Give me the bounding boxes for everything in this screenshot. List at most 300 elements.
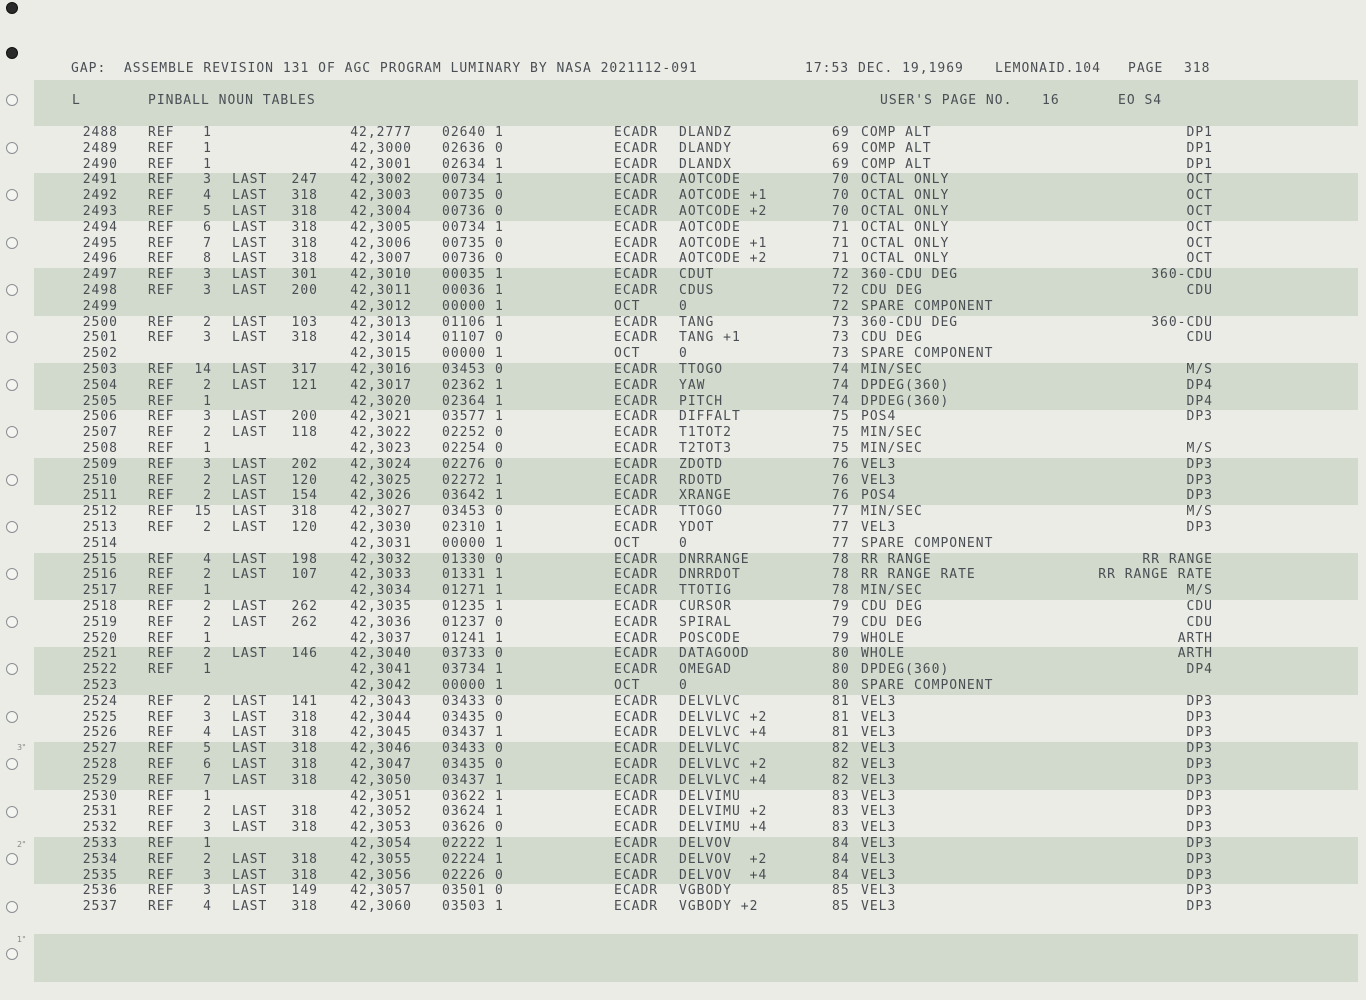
ref-label: REF [148,851,175,867]
address: 42,3016 [350,362,412,377]
noun-number: 79 [832,630,850,646]
address: 42,3055 [350,851,412,867]
noun-comment: SPARE COMPONENT [861,346,994,362]
format-code: DP3 [1186,693,1213,709]
line-number: 2521 [82,646,118,662]
table-row [0,330,1366,346]
address: 42,3047 [350,757,412,772]
last-page: 247 [291,172,318,188]
table-row [0,188,1366,204]
octal-word: 03501 0 [442,883,504,899]
ref-label: REF [148,267,175,283]
opcode: ECADR [614,725,659,741]
format-code: OCT [1186,219,1213,235]
noun-number: 84 [832,836,850,851]
last-page: 318 [291,188,318,204]
noun-number: 70 [832,188,850,204]
ref-label: REF [148,662,175,678]
table-row [0,536,1366,552]
noun-number: 74 [832,393,850,409]
noun-number: 79 [832,599,850,614]
octal-word: 00036 1 [442,283,504,298]
noun-comment: RR RANGE RATE [861,567,976,583]
noun-comment: COMP ALT [861,125,932,140]
line-number: 2532 [82,820,118,836]
last-label: LAST [232,883,268,899]
last-label: LAST [232,551,268,567]
operand: AOTCODE [679,219,741,235]
last-page: 301 [291,267,318,283]
opcode: ECADR [614,219,659,235]
last-label: LAST [232,820,268,836]
last-label: LAST [232,283,268,298]
opcode: ECADR [614,188,659,204]
ref-label: REF [148,883,175,899]
ref-count: 15 [194,504,212,520]
last-label: LAST [232,314,268,330]
table-row [0,236,1366,252]
last-page: 121 [291,377,318,393]
last-label: LAST [232,899,268,915]
noun-comment: MIN/SEC [861,425,923,441]
octal-word: 02224 1 [442,851,504,867]
line-number: 2515 [82,551,118,567]
noun-number: 77 [832,504,850,520]
opcode: ECADR [614,267,659,283]
noun-comment: VEL3 [861,851,897,867]
opcode: ECADR [614,899,659,915]
last-label: LAST [232,599,268,614]
table-row [0,362,1366,378]
noun-comment: COMP ALT [861,140,932,156]
octal-word: 02640 1 [442,125,504,140]
ref-label: REF [148,251,175,267]
noun-comment: DPDEG(360) [861,377,950,393]
noun-number: 75 [832,441,850,456]
table-row [0,615,1366,631]
address: 42,3014 [350,330,412,346]
ref-count: 3 [203,267,212,283]
format-code: M/S [1186,504,1213,520]
line-number: 2494 [82,219,118,235]
last-page: 318 [291,219,318,235]
operand: RDOTD [679,472,724,488]
operand: T2TOT3 [679,441,732,456]
octal-word: 03734 1 [442,662,504,678]
opcode: ECADR [614,614,659,630]
line-number: 2493 [82,204,118,219]
octal-word: 02636 0 [442,140,504,156]
last-label: LAST [232,425,268,441]
ref-label: REF [148,441,175,456]
line-number: 2503 [82,362,118,377]
operand: TTOGO [679,362,724,377]
opcode: ECADR [614,204,659,219]
line-number: 2523 [82,678,118,693]
octal-word: 03433 0 [442,741,504,757]
noun-number: 74 [832,362,850,377]
line-number: 2510 [82,472,118,488]
noun-comment: VEL3 [861,741,897,757]
line-number: 2509 [82,456,118,472]
noun-number: 76 [832,488,850,504]
ref-count: 1 [203,441,212,456]
operand: PITCH [679,393,724,409]
noun-comment: CDU DEG [861,614,923,630]
operand: YAW [679,377,706,393]
format-code: OCT [1186,235,1213,251]
last-page: 200 [291,409,318,425]
ref-label: REF [148,362,175,377]
table-row [0,868,1366,884]
noun-comment: MIN/SEC [861,441,923,456]
line-number: 2507 [82,425,118,441]
last-page: 262 [291,614,318,630]
ref-label: REF [148,393,175,409]
line-number: 2520 [82,630,118,646]
last-page: 318 [291,204,318,219]
address: 42,3017 [350,377,412,393]
format-code: DP1 [1186,125,1213,140]
table-row [0,804,1366,820]
last-page: 318 [291,725,318,741]
format-code: DP1 [1186,156,1213,172]
noun-comment: COMP ALT [861,156,932,172]
operand: DELVIMU [679,788,741,804]
format-code: M/S [1186,362,1213,377]
operand: DELVLVC [679,693,741,709]
table-row [0,678,1366,694]
table-row [0,457,1366,473]
operand: DELVOV +2 [679,851,768,867]
octal-word: 02276 0 [442,456,504,472]
address: 42,3054 [350,836,412,851]
opcode: ECADR [614,314,659,330]
address: 42,3006 [350,235,412,251]
noun-number: 73 [832,346,850,362]
ref-count: 1 [203,788,212,804]
octal-word: 00734 1 [442,219,504,235]
opcode: ECADR [614,757,659,772]
format-code: RR RANGE RATE [1098,567,1213,583]
octal-word: 01237 0 [442,614,504,630]
opcode: ECADR [614,646,659,662]
opcode: ECADR [614,820,659,836]
table-row [0,394,1366,410]
operand: 0 [679,678,688,693]
noun-comment: CDU DEG [861,599,923,614]
ref-label: REF [148,630,175,646]
opcode: ECADR [614,472,659,488]
noun-number: 73 [832,314,850,330]
operand: AOTCODE +2 [679,204,768,219]
noun-comment: OCTAL ONLY [861,172,950,188]
opcode: ECADR [614,504,659,520]
format-code: DP4 [1186,662,1213,678]
opcode: ECADR [614,836,659,851]
ref-label: REF [148,125,175,140]
assembly-timestamp: 17:53 DEC. 19,1969 [805,61,964,76]
last-label: LAST [232,219,268,235]
ref-label: REF [148,899,175,915]
ref-count: 2 [203,567,212,583]
punch-hole [6,47,18,59]
address: 42,3036 [350,614,412,630]
operand: DIFFALT [679,409,741,425]
noun-comment: VEL3 [861,520,897,535]
operand: TANG [679,314,715,330]
noun-comment: CDU DEG [861,330,923,346]
noun-comment: WHOLE [861,630,906,646]
ref-count: 2 [203,804,212,820]
ref-count: 2 [203,425,212,441]
opcode: ECADR [614,441,659,456]
format-code: CDU [1186,599,1213,614]
ref-label: REF [148,456,175,472]
octal-word: 03437 1 [442,725,504,741]
last-page: 262 [291,599,318,614]
table-row [0,425,1366,441]
address: 42,3035 [350,599,412,614]
octal-word: 02226 0 [442,867,504,883]
noun-number: 72 [832,267,850,283]
table-row [0,378,1366,394]
noun-comment: VEL3 [861,472,897,488]
noun-number: 74 [832,377,850,393]
operand: DELVLVC +4 [679,772,768,788]
line-number: 2533 [82,836,118,851]
line-number: 2534 [82,851,118,867]
ref-count: 3 [203,409,212,425]
last-label: LAST [232,188,268,204]
octal-word: 00035 1 [442,267,504,283]
ref-count: 3 [203,172,212,188]
format-code: CDU [1186,330,1213,346]
last-page: 120 [291,520,318,535]
operand: 0 [679,346,688,362]
table-row [0,631,1366,647]
table-row [0,220,1366,236]
opcode: ECADR [614,377,659,393]
opcode: ECADR [614,362,659,377]
noun-comment: VEL3 [861,456,897,472]
address: 42,3021 [350,409,412,425]
last-page: 198 [291,551,318,567]
ref-count: 1 [203,156,212,172]
octal-word: 03577 1 [442,409,504,425]
format-code: DP3 [1186,820,1213,836]
format-code: DP3 [1186,867,1213,883]
table-row [0,473,1366,489]
address: 42,3057 [350,883,412,899]
address: 42,3000 [350,140,412,156]
table-row [0,251,1366,267]
address: 42,3033 [350,567,412,583]
opcode: ECADR [614,425,659,441]
line-number: 2528 [82,757,118,772]
ref-count: 1 [203,140,212,156]
noun-number: 83 [832,804,850,820]
opcode: ECADR [614,156,659,172]
noun-number: 80 [832,678,850,693]
address: 42,3052 [350,804,412,820]
last-label: LAST [232,377,268,393]
operand: DNRRANGE [679,551,750,567]
operator-id: LEMONAID.104 [995,61,1101,76]
last-label: LAST [232,804,268,820]
last-page: 318 [291,330,318,346]
table-row [0,552,1366,568]
octal-word: 00734 1 [442,172,504,188]
noun-comment: VEL3 [861,725,897,741]
line-number: 2536 [82,883,118,899]
octal-word: 01271 1 [442,583,504,599]
operand: DELVLVC +2 [679,757,768,772]
last-label: LAST [232,725,268,741]
noun-comment: DPDEG(360) [861,393,950,409]
ref-count: 1 [203,836,212,851]
last-page: 103 [291,314,318,330]
line-number: 2498 [82,283,118,298]
format-code: OCT [1186,188,1213,204]
ref-count: 2 [203,314,212,330]
last-page: 318 [291,851,318,867]
noun-comment: VEL3 [861,899,897,915]
line-number: 2517 [82,583,118,599]
operand: CDUS [679,283,715,298]
operand: DATAGOOD [679,646,750,662]
greenbar-band [34,934,1358,982]
line-number: 2531 [82,804,118,820]
address: 42,3060 [350,899,412,915]
noun-number: 82 [832,741,850,757]
operand: DELVOV +4 [679,867,768,883]
noun-comment: RR RANGE [861,551,932,567]
address: 42,3040 [350,646,412,662]
format-code: DP3 [1186,851,1213,867]
line-number: 2490 [82,156,118,172]
table-row [0,299,1366,315]
format-code: DP3 [1186,709,1213,725]
last-label: LAST [232,456,268,472]
line-number: 2524 [82,693,118,709]
ref-label: REF [148,140,175,156]
ref-count: 7 [203,235,212,251]
ref-label: REF [148,788,175,804]
last-page: 317 [291,362,318,377]
punch-hole [6,2,18,14]
noun-comment: SPARE COMPONENT [861,298,994,314]
last-page: 149 [291,883,318,899]
last-label: LAST [232,172,268,188]
ref-count: 8 [203,251,212,267]
noun-comment: SPARE COMPONENT [861,535,994,551]
table-row [0,172,1366,188]
address: 42,3024 [350,456,412,472]
ref-count: 7 [203,772,212,788]
ref-count: 4 [203,725,212,741]
address: 42,3031 [350,535,412,551]
operand: DLANDX [679,156,732,172]
address: 42,3013 [350,314,412,330]
last-label: LAST [232,520,268,535]
address: 42,3026 [350,488,412,504]
noun-comment: POS4 [861,488,897,504]
address: 42,3025 [350,472,412,488]
ref-count: 3 [203,709,212,725]
table-row [0,694,1366,710]
ref-label: REF [148,188,175,204]
operand: OMEGAD [679,662,732,678]
ref-count: 5 [203,204,212,219]
operand: DNRRDOT [679,567,741,583]
format-code: M/S [1186,441,1213,456]
table-row [0,741,1366,757]
noun-comment: OCTAL ONLY [861,188,950,204]
noun-number: 83 [832,788,850,804]
last-label: LAST [232,267,268,283]
octal-word: 02362 1 [442,377,504,393]
address: 42,3023 [350,441,412,456]
ref-label: REF [148,156,175,172]
octal-word: 01106 1 [442,314,504,330]
ref-label: REF [148,757,175,772]
octal-word: 02364 1 [442,393,504,409]
line-number: 2500 [82,314,118,330]
address: 42,3042 [350,678,412,693]
line-number: 2514 [82,535,118,551]
ref-count: 2 [203,488,212,504]
table-row [0,504,1366,520]
address: 42,3002 [350,172,412,188]
line-number: 2495 [82,235,118,251]
line-number: 2518 [82,599,118,614]
table-row [0,567,1366,583]
octal-word: 01241 1 [442,630,504,646]
ref-count: 5 [203,741,212,757]
section-header [0,93,1366,108]
ref-label: REF [148,583,175,599]
operand: DELVOV [679,836,732,851]
format-code: M/S [1186,583,1213,599]
line-number: 2497 [82,267,118,283]
address: 42,3050 [350,772,412,788]
noun-number: 85 [832,899,850,915]
table-row [0,157,1366,173]
noun-number: 78 [832,551,850,567]
format-code: DP3 [1186,899,1213,915]
line-number: 2499 [82,298,118,314]
noun-number: 77 [832,535,850,551]
format-code: ARTH [1177,646,1213,662]
line-number: 2512 [82,504,118,520]
last-label: LAST [232,772,268,788]
table-row [0,883,1366,899]
octal-word: 01235 1 [442,599,504,614]
ref-label: REF [148,725,175,741]
opcode: ECADR [614,772,659,788]
last-page: 120 [291,472,318,488]
column-l-label: L [72,93,81,108]
octal-word: 01330 0 [442,551,504,567]
ref-label: REF [148,867,175,883]
ref-label: REF [148,330,175,346]
last-page: 318 [291,804,318,820]
address: 42,3041 [350,662,412,678]
table-row [0,283,1366,299]
users-page-label: USER'S PAGE NO. [880,93,1013,108]
last-label: LAST [232,867,268,883]
